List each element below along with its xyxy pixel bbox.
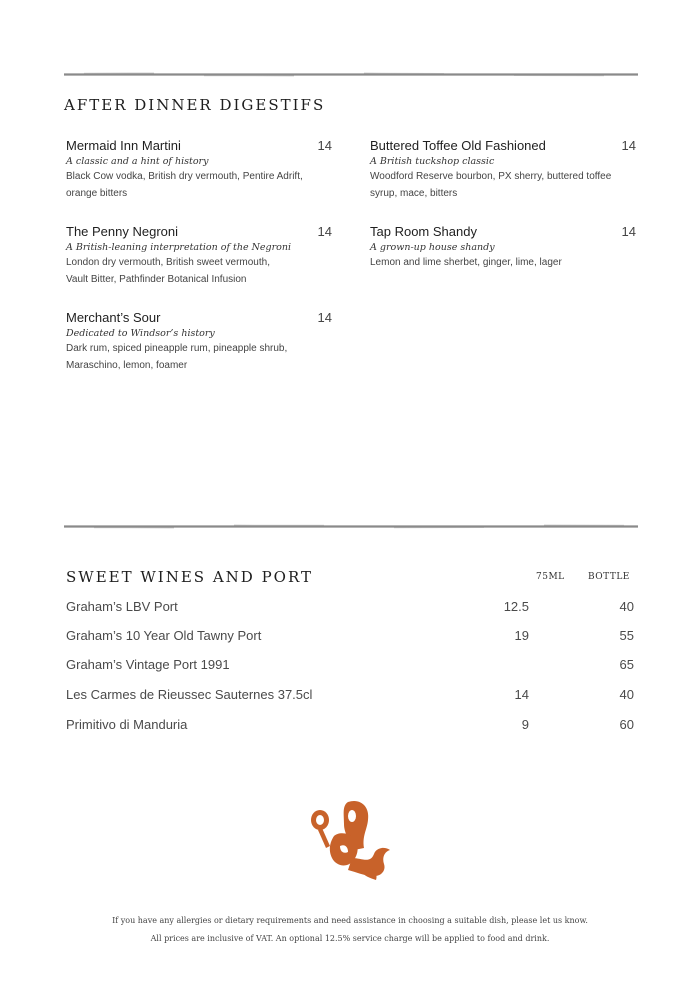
drink-tagline: A classic and a hint of history xyxy=(66,156,209,167)
wine-row xyxy=(66,657,634,677)
wines-title: SWEET WINES AND PORT xyxy=(66,568,314,586)
drink-tagline: A grown-up house shandy xyxy=(370,242,495,253)
ingredients-line: Lemon and lime sherbet, ginger, lime, lager xyxy=(370,257,562,268)
wine-price-bottle: 40 xyxy=(619,599,634,614)
ingredients-line: Vault Bitter, Pathfinder Botanical Infusion xyxy=(66,274,247,285)
wine-price-bottle: 40 xyxy=(619,687,634,702)
digestifs-title: AFTER DINNER DIGESTIFS xyxy=(64,96,326,114)
drink-name: The Penny Negroni xyxy=(66,224,179,239)
wine-price-75ml: 12.5 xyxy=(503,599,529,614)
drink-ingredients xyxy=(370,168,636,202)
drink-item xyxy=(66,310,332,374)
ingredients-line: orange bitters xyxy=(66,188,128,199)
drink-name: Buttered Toffee Old Fashioned xyxy=(370,138,546,153)
wine-price-bottle: 65 xyxy=(619,657,634,672)
drink-tagline: A British tuckshop classic xyxy=(370,156,495,167)
middle-divider xyxy=(64,524,638,529)
drink-ingredients xyxy=(66,340,332,374)
drink-ingredients xyxy=(66,168,332,202)
drink-price: 14 xyxy=(317,138,332,153)
wine-row xyxy=(66,599,634,619)
drink-tagline: A British-leaning interpretation of the Negroni xyxy=(66,242,292,253)
wine-price-bottle: 55 xyxy=(619,628,634,643)
wine-price-75ml: 9 xyxy=(521,717,529,732)
drink-name: Merchant’s Sour xyxy=(66,310,161,325)
drink-item xyxy=(370,138,636,202)
column-header-75ml: 75ML xyxy=(536,572,565,582)
wine-name: Graham’s LBV Port xyxy=(66,599,178,614)
mermaid-logo-icon xyxy=(304,796,394,882)
wine-row xyxy=(66,717,634,737)
drink-price: 14 xyxy=(317,224,332,239)
wine-row xyxy=(66,687,634,707)
drink-price: 14 xyxy=(317,310,332,325)
drink-ingredients xyxy=(370,254,636,271)
ingredients-line: Black Cow vodka, British dry vermouth, Pentire Adrift, xyxy=(66,171,303,182)
top-divider xyxy=(64,72,638,77)
drink-tagline: Dedicated to Windsor’s history xyxy=(66,328,215,339)
wine-row xyxy=(66,628,634,648)
ingredients-line: Woodford Reserve bourbon, PX sherry, buttered toffee xyxy=(370,171,612,182)
drink-price: 14 xyxy=(621,224,636,239)
wine-name: Graham’s Vintage Port 1991 xyxy=(66,657,230,672)
ingredients-line: Dark rum, spiced pineapple rum, pineapple shrub, xyxy=(66,343,288,354)
drink-ingredients xyxy=(66,254,332,288)
ingredients-line: syrup, mace, bitters xyxy=(370,188,458,199)
wine-price-bottle: 60 xyxy=(619,717,634,732)
drink-name: Mermaid Inn Martini xyxy=(66,138,181,153)
wine-price-75ml: 14 xyxy=(514,687,529,702)
drink-item xyxy=(66,138,332,202)
column-header-bottle: BOTTLE xyxy=(588,572,630,582)
allergy-note: If you have any allergies or dietary requirements and need assistance in choosing a suitable dish, please let us know. xyxy=(112,916,588,925)
ingredients-line: Maraschino, lemon, foamer xyxy=(66,360,188,371)
drink-item xyxy=(66,224,332,288)
drink-name: Tap Room Shandy xyxy=(370,224,477,239)
drink-price: 14 xyxy=(621,138,636,153)
ingredients-line: London dry vermouth, British sweet vermouth, xyxy=(66,257,270,268)
wine-name: Les Carmes de Rieussec Sauternes 37.5cl xyxy=(66,687,313,702)
wine-price-75ml: 19 xyxy=(514,628,529,643)
vat-note: All prices are inclusive of VAT. An optional 12.5% service charge will be applied to food and drink. xyxy=(150,934,550,943)
drink-item xyxy=(370,224,636,271)
wine-name: Primitivo di Manduria xyxy=(66,717,188,732)
wine-name: Graham’s 10 Year Old Tawny Port xyxy=(66,628,262,643)
